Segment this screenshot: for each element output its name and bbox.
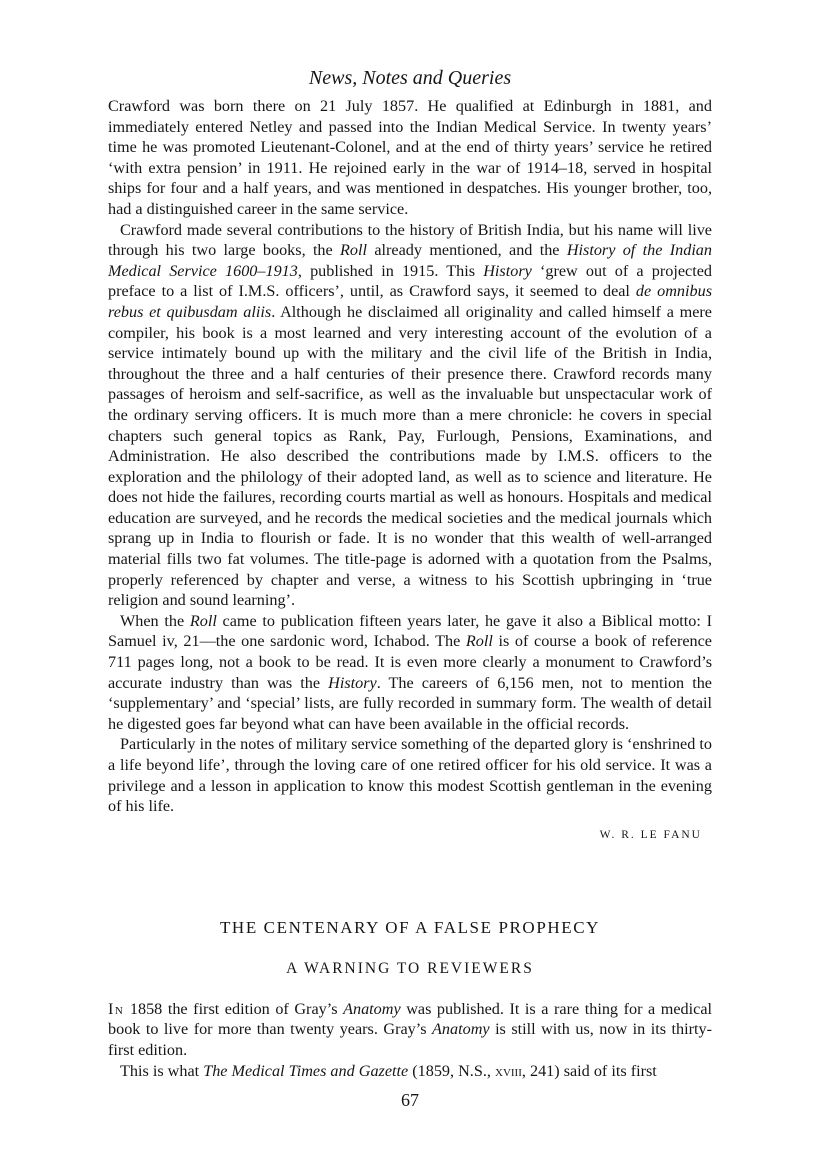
italic-text: Roll — [465, 632, 493, 651]
text-segment: When the — [120, 611, 190, 630]
section-subtitle: A WARNING TO REVIEWERS — [286, 959, 534, 977]
paragraph — [108, 734, 712, 816]
text-segment: This is what — [120, 1061, 204, 1080]
text-segment: is of course a book of reference 711 pages long, not a book to be read. It is even more clearly a monument to Crawford’s accurate industry than was the — [108, 632, 712, 692]
text-segment: was published. It is a rare thing for a medical book to live for more than twenty years. Gray’s — [108, 999, 712, 1039]
paragraph — [108, 1061, 712, 1082]
page-number: 67 — [401, 1090, 419, 1111]
paragraph — [108, 999, 712, 1061]
text-segment: already mentioned, and the — [367, 241, 567, 260]
italic-text: Roll — [340, 241, 368, 260]
article-body — [108, 96, 712, 817]
page — [108, 66, 712, 1111]
text-segment: came to publication fifteen years later, he gave it also a Biblical motto: I Samuel iv, 21—the one sardonic word, Ichabod. The — [108, 611, 712, 651]
paragraph — [108, 611, 712, 735]
italic-text: Anatomy — [432, 1020, 490, 1039]
text-segment: xviii — [495, 1061, 522, 1080]
section-body — [108, 999, 712, 1081]
italic-text: Anatomy — [343, 999, 401, 1018]
italic-text: de omnibus rebus et quibusdam aliis — [108, 282, 713, 321]
text-segment: , published in 1915. This — [297, 261, 484, 280]
italic-text: Roll — [189, 611, 217, 630]
lead-in: In — [108, 999, 125, 1018]
italic-text: The Medical Times and Gazette — [203, 1061, 409, 1080]
paragraph — [108, 220, 712, 611]
text-segment: ‘grew out of a projected preface to a list of I.M.S. officers’, until, as Crawford says, it seemed to deal — [108, 261, 712, 301]
text-segment: (1859, N.S., — [408, 1061, 495, 1080]
text-segment: . The careers of 6,156 men, not to mention the ‘supplementary’ and ‘special’ lists, are fully recorded in summary form. The wealth of detail he digested goes far beyond what can have been available in the official records. — [108, 673, 712, 733]
italic-text: History — [328, 673, 377, 692]
text-segment: 1858 the first edition of Gray’s — [124, 999, 344, 1018]
text-segment: . Although he disclaimed all originality and called himself a mere compiler, his book is a most learned and very interesting account of the evolution of a service intimately bound up with the military and the civil life of the British in India, throughout the three and a half centuries of their presence there. Crawford records many passages of heroism and self-sacrifice, as well as the invaluable but unspectacular work of the ordinary serving officers. It is much more than a mere chronicle: he covers in special chapters such general topics as Rank, Pay, Furlough, Pensions, Examinations, and Administration. He also described the contributions made by I.M.S. officers to the exploration and the philology of their adopted land, as well as to science and literature. He does not hide the failures, recording courts martial as well as honours. Hospitals and medical education are surveyed, and he records the medical societies and the medical journals which sprang up in India to flourish or fade. It is no wonder that this wealth of well-arranged material fills two fat volumes. The title-page is adorned with a quotation from the Psalms, properly referenced by chapter and verse, a witness to his Scottish upbringing in ‘true religion and sound learning’. — [108, 302, 712, 610]
section-title: THE CENTENARY OF A FALSE PROPHECY — [219, 917, 601, 937]
text-segment: Crawford was born there on 21 July 1857. He qualified at Edinburgh in 1881, and immediately entered Netley and passed into the Indian Medical Service. In twenty years’ time he was promoted Lieutenant-Colonel, and at the end of thirty years’ service he retired ‘with extra pension’ in 1911. He rejoined early in the war of 1914–18, served in hospital ships for four and a half years, and was mentioned in despatches. His younger brother, too, had a distinguished career in the same service. — [108, 97, 712, 218]
text-segment: Particularly in the notes of military service something of the departed glory is ‘enshrined to a life beyond life’, through the loving care of one retired officer for his old service. It was a privilege and a lesson in application to know this modest Scottish gentleman in the evening of his life. — [108, 735, 712, 816]
paragraph — [108, 96, 712, 220]
running-head: News, Notes and Queries — [308, 67, 512, 89]
italic-text: History of the Indian Medical Service 1600–1913 — [108, 241, 712, 280]
text-segment: is still with us, now in its thirty-first edition. — [108, 1020, 712, 1059]
italic-text: History — [483, 261, 532, 280]
author-signature: W. R. LE FANU — [599, 828, 702, 841]
text-segment: , 241) said of its first — [521, 1061, 657, 1080]
text-segment: Crawford made several contributions to the history of British India, but his name will live through his two large books, the — [108, 220, 712, 260]
